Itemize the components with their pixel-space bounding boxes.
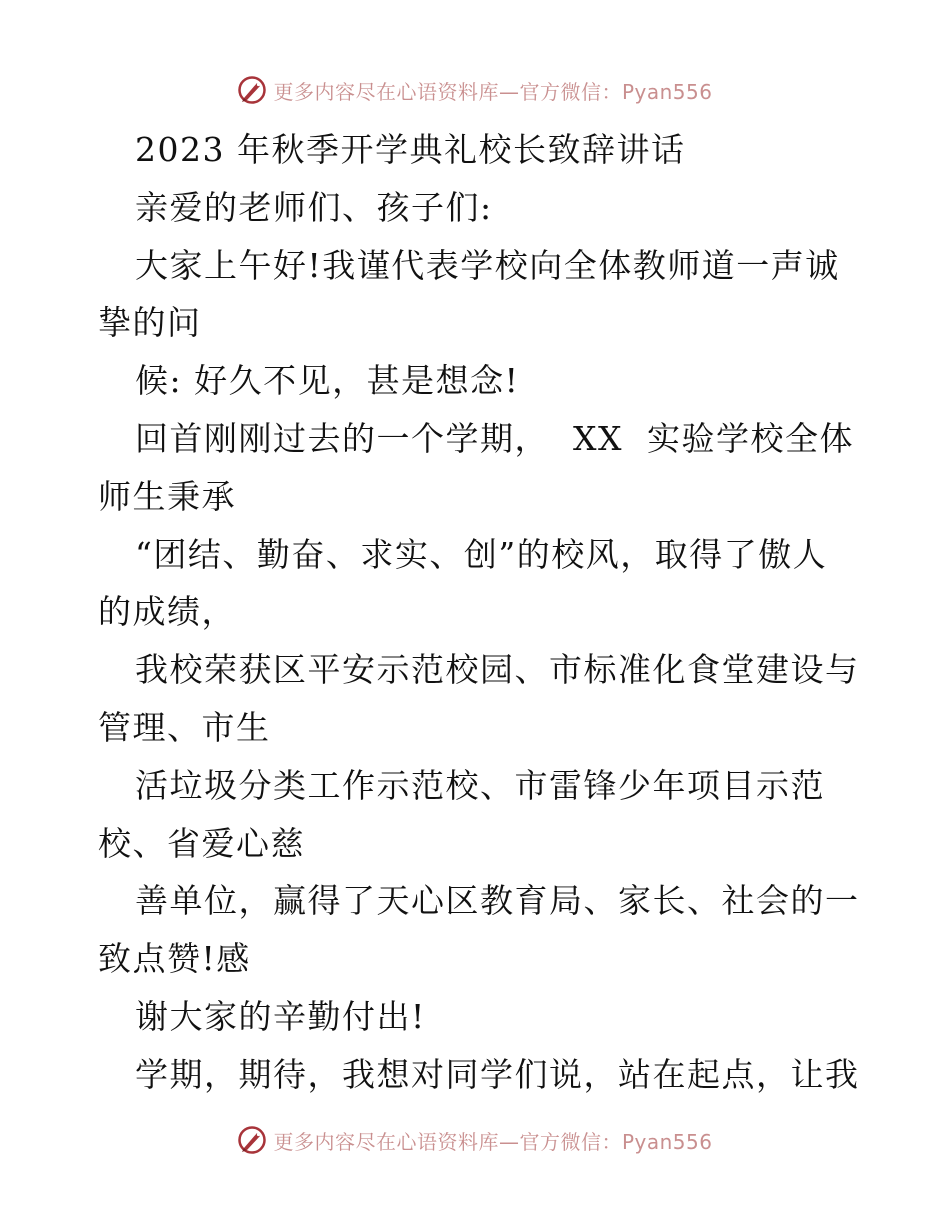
paragraph-line: 师生秉承	[98, 476, 236, 516]
paragraph-line: 学期，期待，我想对同学们说，站在起点，让我	[135, 1054, 860, 1094]
salutation: 亲爱的老师们、孩子们:	[135, 187, 493, 227]
paragraph-line: 我校荣获区平安示范校园、市标准化食堂建设与	[135, 650, 860, 690]
paragraph-line: “团结、勤奋、求实、创”的校风，取得了傲人	[135, 534, 828, 574]
paragraph-line: 回首刚刚过去的一个学期， XX 实验学校全体	[135, 418, 854, 458]
pen-logo-icon	[237, 1125, 267, 1155]
paragraph-line: 校、省爱心慈	[98, 823, 305, 863]
paragraph-line: 大家上午好!我谨代表学校向全体教师道一声诚	[135, 245, 840, 285]
watermark-text: 更多内容尽在心语资料库—官方微信：Pyan556	[273, 1129, 713, 1154]
footer-watermark-banner	[0, 1120, 950, 1160]
paragraph-line: 管理、市生	[98, 707, 271, 747]
paragraph-line: 的成绩，	[98, 592, 236, 632]
paragraph-line: 候: 好久不见，甚是想念!	[135, 361, 520, 401]
pen-logo-icon	[237, 75, 267, 105]
paragraph-line: 谢大家的辛勤付出!	[135, 996, 426, 1036]
header-watermark-banner	[0, 70, 950, 110]
paragraph-line: 挚的问	[98, 303, 202, 343]
speech-document	[98, 121, 858, 1104]
paragraph-line: 活垃圾分类工作示范校、市雷锋少年项目示范	[135, 765, 825, 805]
watermark-text: 更多内容尽在心语资料库—官方微信：Pyan556	[273, 79, 713, 104]
paragraph-line: 善单位，赢得了天心区教育局、家长、社会的一	[135, 881, 860, 921]
document-title: 2023 年秋季开学典礼校长致辞讲话	[135, 130, 686, 169]
paragraph-line: 致点赞!感	[98, 939, 251, 979]
